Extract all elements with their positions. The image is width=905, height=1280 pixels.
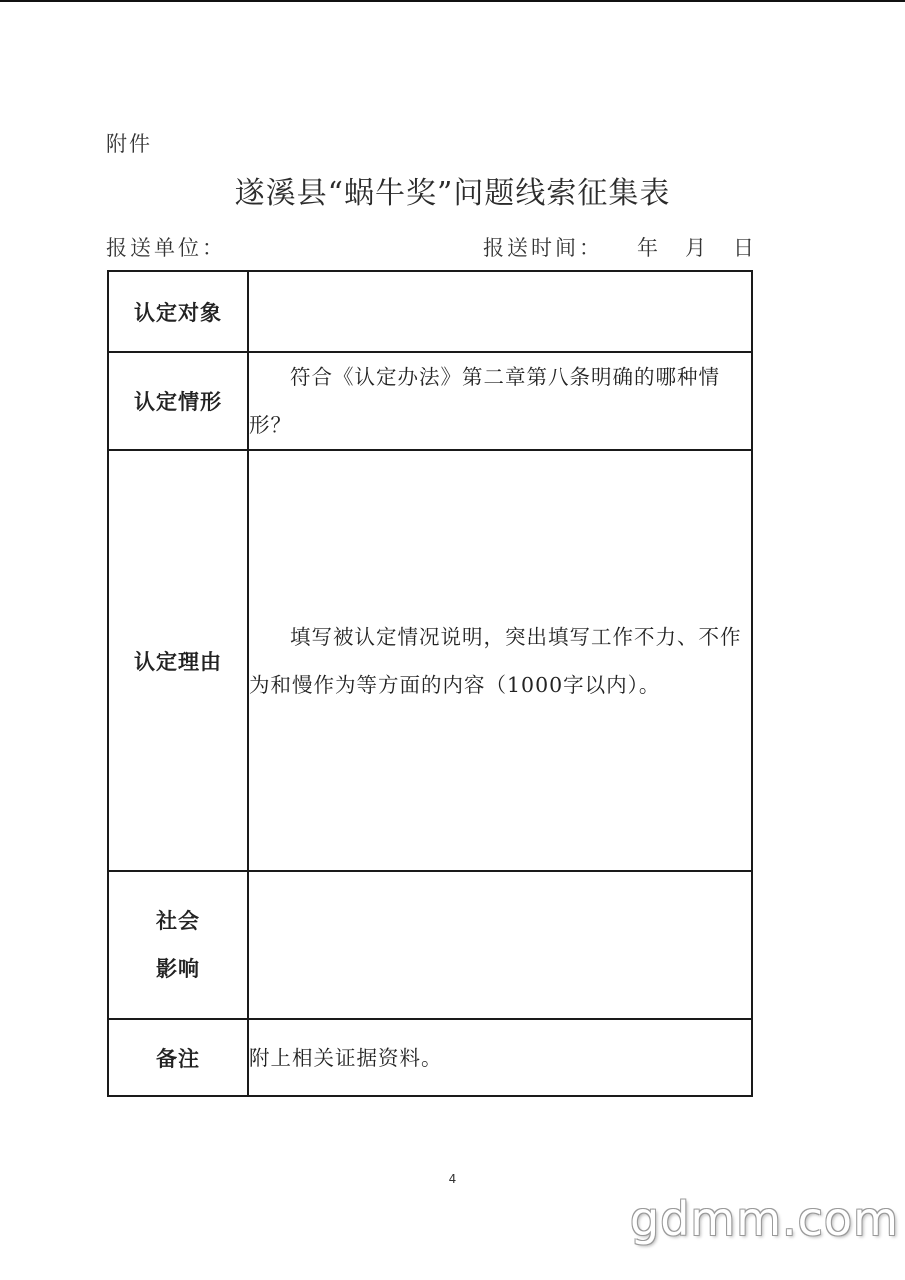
label-target: 认定对象 <box>108 271 248 352</box>
clue-collection-form <box>107 270 753 1097</box>
attachment-label: 附件 <box>106 132 152 156</box>
row-remarks <box>108 1019 752 1096</box>
year-field: 年 <box>637 236 661 260</box>
reporting-time <box>483 232 757 262</box>
field-target[interactable] <box>248 271 752 352</box>
field-circumstance[interactable]: 符合《认定办法》第二章第八条明确的哪种情形？ <box>248 352 752 450</box>
field-remarks[interactable]: 附上相关证据资料。 <box>248 1019 752 1096</box>
month-field: 月 <box>685 236 709 260</box>
label-circumstance: 认定情形 <box>108 352 248 450</box>
page-number: 4 <box>448 1172 457 1186</box>
label-reason: 认定理由 <box>108 450 248 871</box>
row-reason <box>108 450 752 871</box>
day-field: 日 <box>733 236 757 260</box>
watermark-logo: gdmm.com <box>630 1192 899 1246</box>
page-title: 遂溪县“蜗牛奖”问题线索征集表 <box>234 176 671 211</box>
field-social-impact[interactable] <box>248 871 752 1019</box>
field-reason[interactable]: 填写被认定情况说明，突出填写工作不力、不作为和慢作为等方面的内容（1000字以内）。 <box>248 450 752 871</box>
label-remarks: 备注 <box>108 1019 248 1096</box>
row-circumstance <box>108 352 752 450</box>
top-border-line <box>0 0 905 2</box>
row-target <box>108 271 752 352</box>
row-social-impact <box>108 871 752 1019</box>
label-social-impact-line1: 社会 <box>156 909 200 933</box>
label-social-impact <box>108 871 248 1019</box>
reporting-unit-label: 报送单位： <box>106 236 226 260</box>
date-fields <box>637 236 757 260</box>
reporting-time-label: 报送时间： <box>483 236 603 260</box>
label-social-impact-line2: 影响 <box>156 957 200 981</box>
